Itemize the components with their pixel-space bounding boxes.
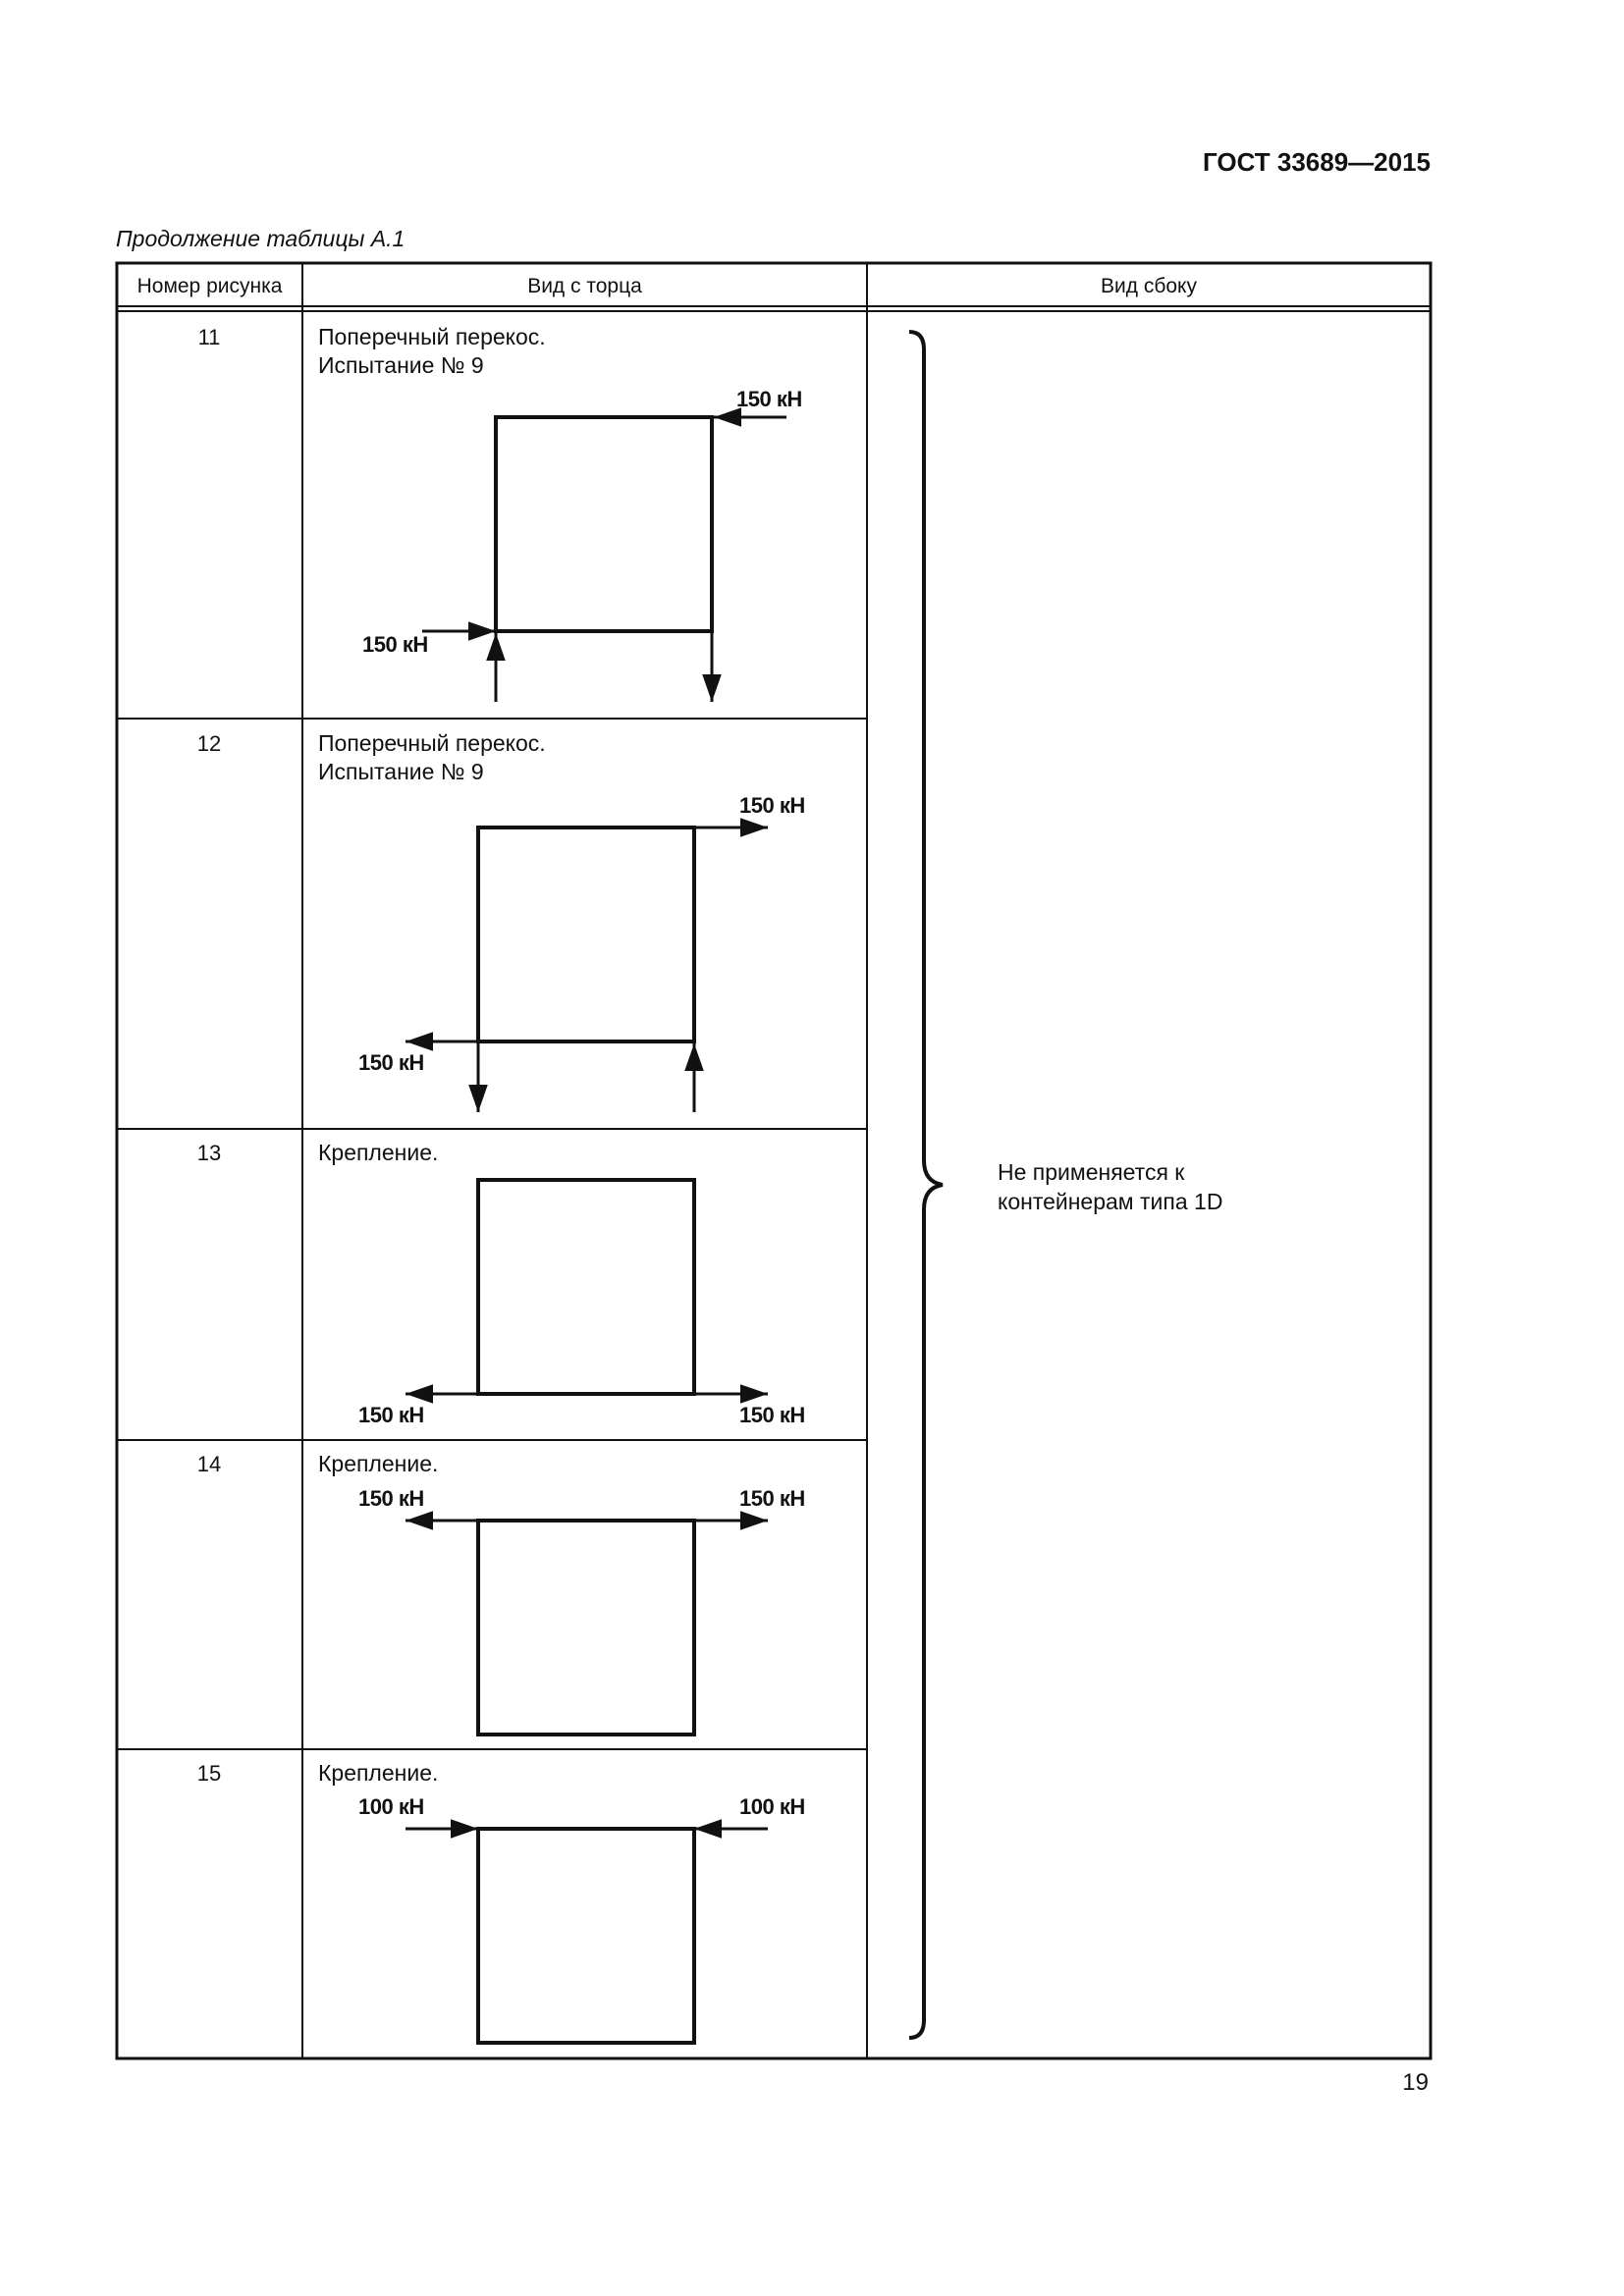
standard-designation: ГОСТ 33689—2015: [1203, 147, 1431, 177]
table-continuation-caption: Продолжение таблицы А.1: [116, 226, 406, 251]
note-line: контейнерам типа 1D: [998, 1189, 1223, 1214]
figure-14-caption: [318, 1450, 438, 1478]
force-label: 150 кН: [736, 387, 802, 411]
curly-brace: [909, 332, 943, 2038]
figure-number-15: 15: [196, 1761, 222, 1786]
figure-11-diagram: [422, 417, 786, 702]
caption-line: Крепление.: [318, 1760, 439, 1786]
figure-13-caption: [318, 1139, 438, 1167]
caption-line: Испытание № 9: [318, 352, 484, 378]
table-grid: [117, 263, 1431, 2058]
force-label: 150 кН: [739, 1403, 805, 1427]
figure-15-caption: [318, 1759, 438, 1788]
figure-12-diagram: [406, 828, 768, 1112]
force-label: 100 кН: [739, 1794, 805, 1819]
figure-number-13: 13: [196, 1141, 222, 1165]
figure-number-11: 11: [197, 325, 221, 349]
caption-line: Поперечный перекос.: [318, 324, 546, 349]
force-label: 150 кН: [739, 793, 805, 818]
force-label: 150 кН: [362, 632, 428, 657]
column-header-figure-number: Номер рисунка: [136, 275, 283, 297]
force-label: 150 кН: [739, 1486, 805, 1511]
force-label: 100 кН: [358, 1794, 424, 1819]
page-number: 19: [1402, 2069, 1429, 2096]
column-header-side-view: Вид сбоку: [1101, 275, 1197, 297]
figure-12-caption: [318, 729, 546, 786]
figure-number-14: 14: [196, 1452, 222, 1476]
caption-line: Испытание № 9: [318, 759, 484, 784]
figure-13-diagram: [406, 1180, 768, 1394]
side-view-note: [998, 1157, 1222, 1216]
figure-14-diagram: [406, 1521, 768, 1735]
caption-line: Крепление.: [318, 1451, 439, 1476]
figure-11-caption: [318, 323, 546, 380]
figure-number-12: 12: [196, 731, 222, 756]
note-line: Не применяется к: [998, 1159, 1185, 1185]
column-header-end-view: Вид с торца: [527, 275, 642, 297]
figure-15-diagram: [406, 1829, 768, 2043]
caption-line: Поперечный перекос.: [318, 730, 546, 756]
force-label: 150 кН: [358, 1050, 424, 1075]
force-label: 150 кН: [358, 1403, 424, 1427]
force-label: 150 кН: [358, 1486, 424, 1511]
caption-line: Крепление.: [318, 1140, 439, 1165]
